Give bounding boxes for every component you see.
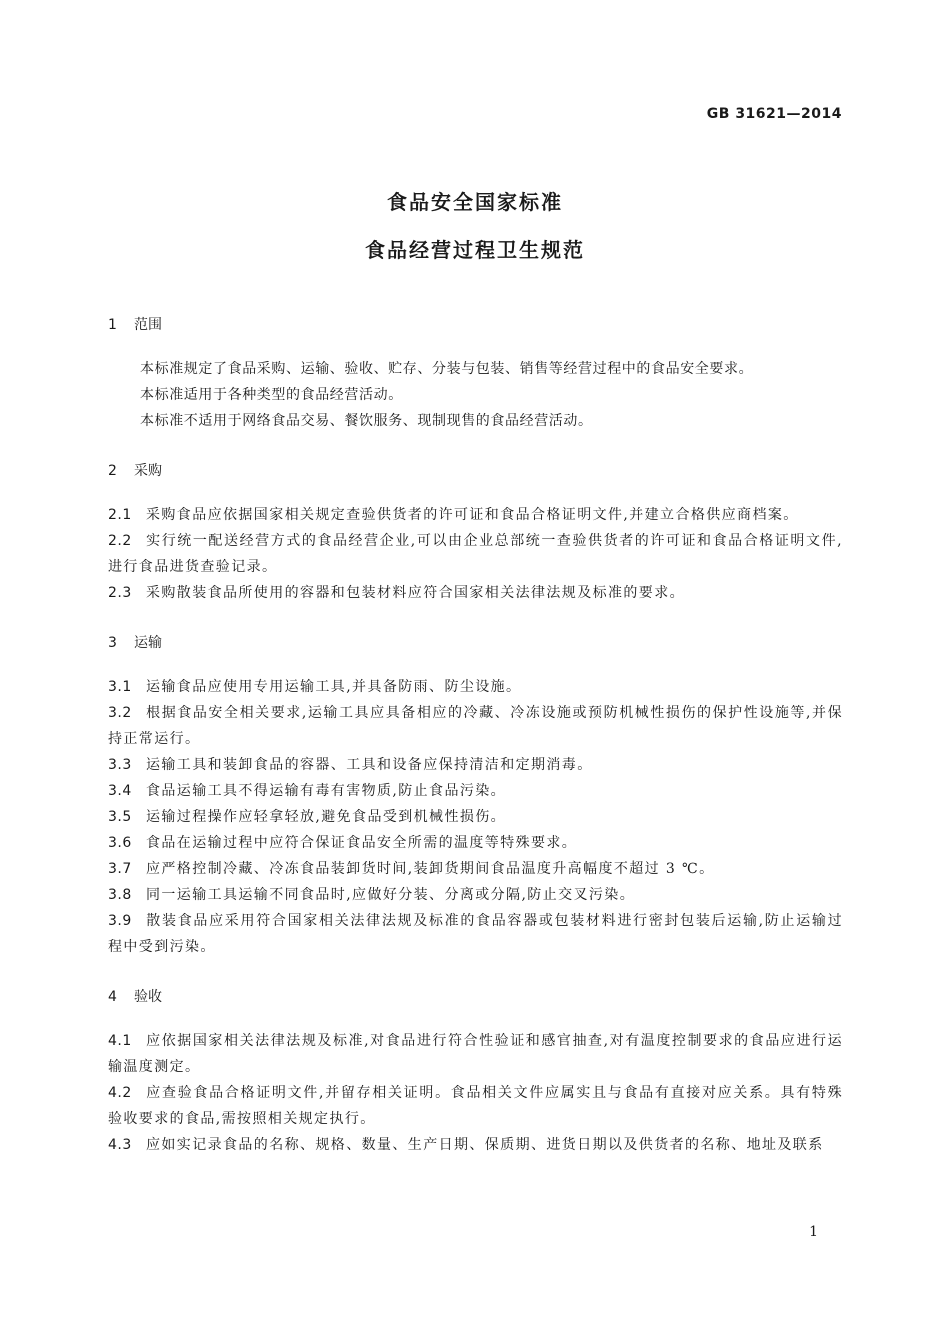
document-body (108, 314, 843, 1158)
document-subtitle: 食品经营过程卫生规范 (365, 238, 585, 262)
paragraph: 本标准规定了食品采购、运输、验收、贮存、分装与包装、销售等经营过程中的食品安全要求。 (140, 361, 754, 377)
clause (108, 1080, 843, 1132)
clause (108, 580, 843, 606)
clause-number: 3.5 (108, 809, 132, 825)
clause (108, 1132, 843, 1158)
standard-code: GB 31621—2014 (706, 106, 842, 122)
clause (108, 752, 843, 778)
section-title: 运输 (134, 635, 162, 651)
clause-number: 3.4 (108, 783, 132, 799)
clause-text: 实行统一配送经营方式的食品经营企业,可以由企业总部统一查验供货者的许可证和食品合格证明文件,进行食品进货查验记录。 (108, 533, 843, 575)
clause-text: 应如实记录食品的名称、规格、数量、生产日期、保质期、进货日期以及供货者的名称、地址及联系 (146, 1137, 824, 1153)
section-number: 2 (108, 463, 117, 479)
clause-text: 运输过程操作应轻拿轻放,避免食品受到机械性损伤。 (146, 809, 507, 825)
clause-number: 3.7 (108, 861, 132, 877)
clause-text: 运输食品应使用专用运输工具,并具备防雨、防尘设施。 (146, 679, 522, 695)
clause-text: 采购散装食品所使用的容器和包装材料应符合国家相关法律法规及标准的要求。 (146, 585, 685, 601)
section-title: 范围 (134, 317, 162, 333)
clause-number: 3.2 (108, 705, 132, 721)
section-number: 3 (108, 635, 117, 651)
page-number: 1 (809, 1224, 818, 1240)
clause-text: 应严格控制冷藏、冷冻食品装卸货时间,装卸货期间食品温度升高幅度不超过 3 ℃。 (146, 861, 715, 877)
clause-number: 3.1 (108, 679, 132, 695)
clause (108, 830, 843, 856)
clause-text: 同一运输工具运输不同食品时,应做好分装、分离或分隔,防止交叉污染。 (146, 887, 636, 903)
clause-text: 散装食品应采用符合国家相关法律法规及标准的食品容器或包装材料进行密封包装后运输,防止运输过程中受到污染。 (108, 913, 843, 955)
clause (108, 856, 843, 882)
clause (108, 674, 843, 700)
clause (108, 882, 843, 908)
section-heading (108, 632, 843, 654)
clause (108, 804, 843, 830)
section-number: 4 (108, 989, 117, 1005)
section-heading (108, 314, 843, 336)
clause-text: 食品在运输过程中应符合保证食品安全所需的温度等特殊要求。 (146, 835, 578, 851)
section-heading (108, 460, 843, 482)
clause (108, 778, 843, 804)
clause-text: 运输工具和装卸食品的容器、工具和设备应保持清洁和定期消毒。 (146, 757, 593, 773)
clause-number: 4.1 (108, 1033, 132, 1049)
paragraph: 本标准适用于各种类型的食品经营活动。 (140, 387, 403, 403)
section-title: 验收 (134, 989, 162, 1005)
clause-number: 3.8 (108, 887, 132, 903)
clause-text: 食品运输工具不得运输有毒有害物质,防止食品污染。 (146, 783, 507, 799)
clause (108, 908, 843, 960)
clause (108, 528, 843, 580)
clause (108, 502, 843, 528)
clause-number: 2.1 (108, 507, 132, 523)
clause (108, 1028, 843, 1080)
clause-number: 4.2 (108, 1085, 132, 1101)
document-title: 食品安全国家标准 (387, 190, 563, 214)
section-heading (108, 986, 843, 1008)
section-title: 采购 (134, 463, 162, 479)
clause-number: 3.3 (108, 757, 132, 773)
clause-text: 应依据国家相关法律法规及标准,对食品进行符合性验证和感官抽查,对有温度控制要求的食品应进行运输温度测定。 (108, 1033, 843, 1075)
clause-number: 2.2 (108, 533, 132, 549)
clause-text: 根据食品安全相关要求,运输工具应具备相应的冷藏、冷冻设施或预防机械性损伤的保护性设施等,并保持正常运行。 (108, 705, 843, 747)
clause (108, 700, 843, 752)
section-number: 1 (108, 317, 117, 333)
clause-number: 3.6 (108, 835, 132, 851)
clause-text: 应查验食品合格证明文件,并留存相关证明。食品相关文件应属实且与食品有直接对应关系。具有特殊验收要求的食品,需按照相关规定执行。 (108, 1085, 843, 1127)
paragraph: 本标准不适用于网络食品交易、餐饮服务、现制现售的食品经营活动。 (140, 413, 593, 429)
clause-text: 采购食品应依据国家相关规定查验供货者的许可证和食品合格证明文件,并建立合格供应商档案。 (146, 507, 799, 523)
clause-number: 4.3 (108, 1137, 132, 1153)
clause-number: 2.3 (108, 585, 132, 601)
clause-number: 3.9 (108, 913, 132, 929)
